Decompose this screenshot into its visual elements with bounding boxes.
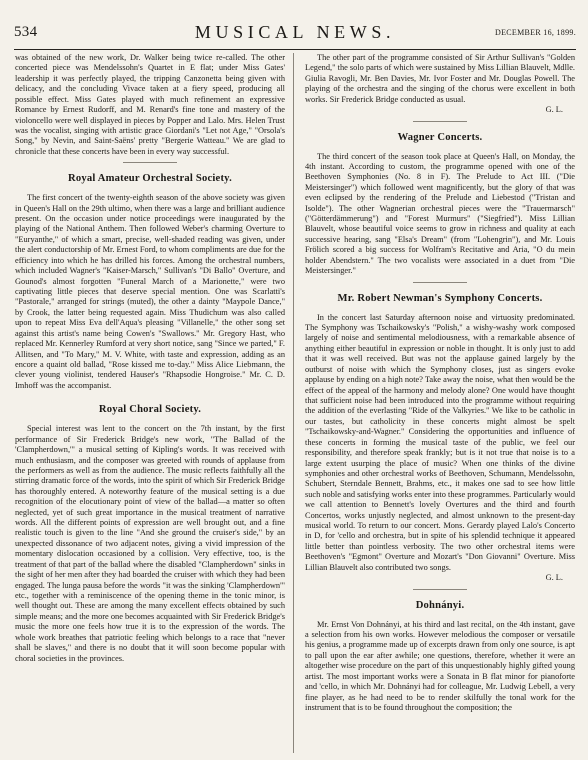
signature: G. L. — [545, 573, 563, 583]
left-column — [15, 53, 285, 664]
royal-choral-heading: Royal Choral Society. — [98, 404, 202, 416]
journal-title: MUSICAL NEWS. — [194, 22, 396, 42]
issue-date: DECEMBER 16, 1899. — [495, 28, 576, 37]
amateur-orchestral-heading: Royal Amateur Orchestral Society. — [68, 173, 232, 185]
section-divider — [123, 162, 177, 163]
newman-concerts-heading: Mr. Robert Newman's Symphony Concerts. — [337, 292, 543, 304]
newman-concerts-text: In the concert last Saturday afternoon noise and virtuosity predominated. The Symphony was Tschaikowsky's "Polish," a wishy-washy work composed largely of noise and sentimental melodiousness, with a remarkable absence of anything either beautiful in expression or noble in thought. It is only just to add that it was well received. But was not the applause gained largely by the outburst of noise with which the Symphony closes, just as singers evoke applause by ending on a high note? Take away the noise, what then would be the effect of the appeal of the harmony and melody alone? One would have thought that sufficient noise had been introduced into the programme without requiring the addition of the everlasting "Ride of the Valkyries." We like to be catholic in our tastes, but catholicity in these concerts might almost be spelt "Tschaikowsky-and-Wagner." Considering the opportunities and influence of these concerts in forming the musical taste of the public, we feel our responsibility, and therefore speak frankly; but is it not true that noise is to a large extent usurping the place of music? When one thinks of the divine symphonies and other orchestral works of Beethoven, Schumann, Mendelssohn, Schubert, Sterndale Bennett, Brahms, etc., it makes one sad to see how little such noble and satisfying works enter into these programmes. Particularly would we call attention to Bennett's lovely Overtures and the third and fourth Concertos, works unjustly neglected, and almost unknown to the present-day musical world. To return to our concert. Mons. Gerardy played Lalo's Concerto in D, for 'cello and orchestra, but in spite of his splendid technique it appeared little better than pointless verbosity. The two other orchestral items were Beethoven's "Egmont" Overture and Mozart's "Don Giovanni" Overture. Miss Lillian Blauvelt also contributed two songs. — [305, 312, 575, 572]
page-number: 534 — [14, 24, 38, 40]
section-divider — [413, 282, 467, 283]
wagner-concerts-heading: Wagner Concerts. — [397, 131, 483, 143]
article-continuation: was obtained of the new work, Dr. Walker being twice re-called. The other concerted piece was Mendelssohn's Quartet in E flat; under Miss Gates' leadership it was perfectly played, the tripping Canzonetta being given with delicacy, and the concluding Vivace taken at a fiery speed, producing all possible effect. Miss Gates played with much refinement an expressive Romance by Ernest Rudorff, and M. Renard's fine tone and mastery of the violoncello were well displayed in pieces by Popper and Lalo. Mrs. Helen Trust was the vocalist, singing with artistic grace Giordani's "Let not Age," "Orsola's Song," by Nevin, and Saint-Saëns' pretty "Bergerie Watteau." We are glad to chronicle that these concerts have been in every way successful. — [15, 53, 285, 156]
section-divider — [413, 589, 467, 590]
signature: G. L. — [545, 105, 563, 115]
column-rule — [293, 53, 294, 753]
right-column — [305, 53, 575, 713]
section-divider — [413, 121, 467, 122]
dohnanyi-heading: Dohnányi. — [415, 599, 465, 611]
wagner-concerts-text: The third concert of the season took place at Queen's Hall, on Monday, the 4th instant. According to custom, the programme opened with one of the Beethoven Symphonies (No. 8 in F). The Prelude to Act III. ("Die Meistersinger") which followed went magnificently, but the glory of that was even eclipsed by the rendering of the Prelude and Liebestod ("Tristan and Isolde"). The other Wagnerian orchestral pieces were the "Trauermarsch" ("Götterdämmerung") and "Forest Murmurs" ("Siegfried"). Miss Lillian Blauvelt, whose beautiful voice seems to grow in richness and quality at each successive hearing, sang "Elsa's Dream" (from "Lohengrin"), and Mr. Louis Frölich scored a big success for Wolfram's Recitative and Aria, "O du mein holder Abendstern." The two vocalists were associated in a duet from "Die Meistersinger." — [305, 151, 575, 276]
running-header — [14, 24, 576, 46]
dohnanyi-text: Mr. Ernst Von Dohnányi, at his third and last recital, on the 4th instant, gave a selection from his own works. However melodious the composer or versatile his genius, a programme made up of excerpts drawn from only one source, is apt to pall upon the ear after awhile; one questions, therefore, whether it were an altogether wise procedure on the part of this unquestionably highly gifted young artist. The most important works were a Sonata in B flat minor for pianoforte and 'cello, in which Mr. Dohnányi had for colleague, Mr. Ludwig Lebell, a very fine player, as he had need to be to render skilfully the tonal work for the instrument that is to be found throughout the composition; the — [305, 619, 575, 712]
royal-choral-text: Special interest was lent to the concert on the 7th instant, by the first performance of Sir Frederick Bridge's new work, "The Ballad of the 'Clampherdown,'" a musical setting of Kipling's words. It was received with much enthusiasm, and the composer was greeted with rounds of applause from the performers as well as from the audience. The music reflects faithfully all the stirring dramatic force of the words, into the spirit of which Sir Frederick Bridge has thoroughly entered. A noteworthy feature of the musical setting is a due recognition of the elocutionary point of view of the ballad—a matter so often neglected, yet of such great importance in the musical treatment of narrative words. All the different points of expression are well brought out, and a fine realistic touch is given to the line "And she ground the cruiser's side," by an unexpected dissonance of two adjacent notes, giving a vivid impression of the momentary dislocation occasioned by a collision. Very effective, too, is the treatment of that part of the ballad where the disabled "Clampherdown" sinks in the sight of her men after they had boarded the cruiser with which they had been engaged. The lunga pausa before the words "it was the sinking 'Clampherdown'" etc., together with a reminiscence of the opening theme in the tonic minor, is well thought out. These are among the many excellent effects obtained by such simple means; and the more one becomes acquainted with Sir Frederick Bridge's music the more one feels how true it is to the expression of the words. The whole work breathes that patriotic feeling which belongs to a race that "never shall be slaves," and there is no doubt that it will soon become popular with choral societies in the provinces. — [15, 424, 285, 663]
amateur-orchestral-text: The first concert of the twenty-eighth season of the above society was given in Queen's Hall on the 29th ultimo, when there was a large and brilliant audience present. On the occasion under notice proceedings were inaugurated by the playing of the National Anthem. Then followed Weber's charming Overture to "Euryanthe," of which a smart, precise, well-shaded reading was given, under the alert conductorship of Mr. Ernest Ford, to whom compliments are due for the efficiency into which he has drilled his forces. Among the orchestral numbers, which included Wagner's "Kaiser-Marsch," Sullivan's "Di Ballo" Overture, and Gounod's almost forgotten "Funeral March of a Marionette," were two captivating little pieces that deserve special mention. One was Scarlatti's "Pastorale," arranged for strings (muted), the other a dainty "Maypole Dance," by Crook, the latter being requested again. Miss Thudichum was also called upon to repeat Miss Eva dell'Aqua's pleasing "Villanelle," the other song set against this artist's name being Cowen's "Swallows." Mr. Gregory Hast, who replaced Mr. Kennerley Rumford at very short notice, sang "Since we parted," F. Allitsen, and "To Mary," M. V. White, with taste and expression, adding as an encore a quaint old ballad, "Rose kissed me to-day." Miss Alice Liebmann, the clever young violinist, tendered Hauser's "Rhapsodie Hongroise." Mr. C. D. Imhoff was the accompanist. — [15, 193, 285, 390]
header-rule — [14, 49, 576, 50]
signature-line — [305, 573, 575, 583]
signature-line — [305, 105, 575, 115]
article-continuation-right: The other part of the programme consisted of Sir Arthur Sullivan's "Golden Legend," the solo parts of which were sustained by Miss Lillian Blauvelt, Mdlle. Giulia Ravogli, Mr. Ben Davies, Mr. Ivor Foster and Mr. Douglas Powell. The playing of the orchestra and the singing of the chorus were excellent in both works. Sir Frederick Bridge conducted as usual. — [305, 53, 575, 104]
